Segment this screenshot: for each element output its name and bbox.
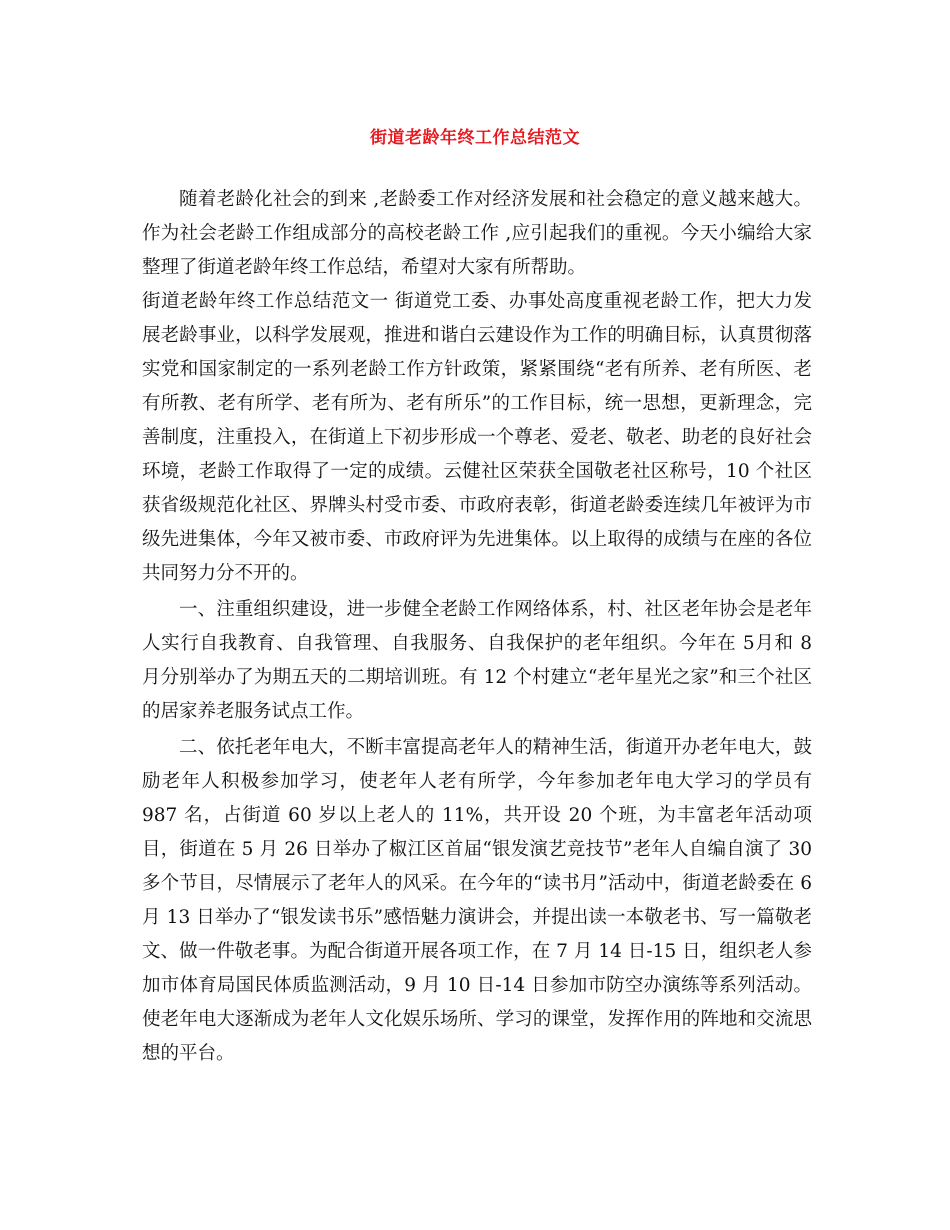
paragraph-two: 二、依托老年电大，不断丰富提高老年人的精神生活，街道开办老年电大，鼓励老年人积极参加学习，使老年人老有所学，今年参加老年电大学习的学员有 987 名，占街道 60 岁以上老人的 11%，共开设 20 个班，为丰富老年活动项目，街道在 5 月 26 日举办了椒江区首届“银发演艺竞技节”老年人自编自演了 30 多个节目，尽情展示了老年人的风采。在今年的“读书月”活动中，街道老龄委在 6 月 13 日举办了“银发读书乐”感悟魅力演讲会，并提出读一本敬老书、写一篇敬老文、做一件敬老事。为配合街道开展各项工作，在 7 月 14 日-15 日，组织老人参加市体育局国民体质监测活动，9 月 10 日-14 日参加市防空办演练等系列活动。使老年电大逐渐成为老年人文化娱乐场所、学习的课堂，发挥作用的阵地和交流思想的平台。: [142, 737, 812, 1064]
document-title: 街道老龄年终工作总结范文: [370, 128, 580, 148]
section-paragraph: [142, 285, 812, 591]
intro-paragraph: 随着老龄化社会的到来 ,老龄委工作对经济发展和社会稳定的意义越来越大。作为社会老龄工作组成部分的高校老龄工作 ,应引起我们的重视。今天小编给大家整理了街道老龄年终工作总结，希望对大家有所帮助。: [142, 189, 812, 278]
document-body: [142, 183, 812, 1071]
paragraph-one: 一、注重组织建设，进一步健全老龄工作网络体系，村、社区老年协会是老年人实行自我教育、自我管理、自我服务、自我保护的老年组织。今年在 5月和 8 月分别举办了为期五天的二期培训班。有 12 个村建立“老年星光之家”和三个社区的居家养老服务试点工作。: [142, 599, 812, 722]
section-title: 街道老龄年终工作总结范文一: [142, 291, 389, 312]
section-body: 街道党工委、办事处高度重视老龄工作，把大力发展老龄事业，以科学发展观，推进和谐白云建设作为工作的明确目标，认真贯彻落实党和国家制定的一系列老龄工作方针政策，紧紧围绕“老有所养、老有所医、老有所教、老有所学、老有所为、老有所乐”的工作目标，统一思想，更新理念，完善制度，注重投入，在街道上下初步形成一个尊老、爱老、敬老、助老的良好社会环境，老龄工作取得了一定的成绩。云健社区荣获全国敬老社区称号，10 个社区获省级规范化社区、界牌头村受市委、市政府表彰，街道老龄委连续几年被评为市级先进集体，今年又被市委、市政府评为先进集体。以上取得的成绩与在座的各位共同努力分不开的。: [142, 291, 812, 584]
